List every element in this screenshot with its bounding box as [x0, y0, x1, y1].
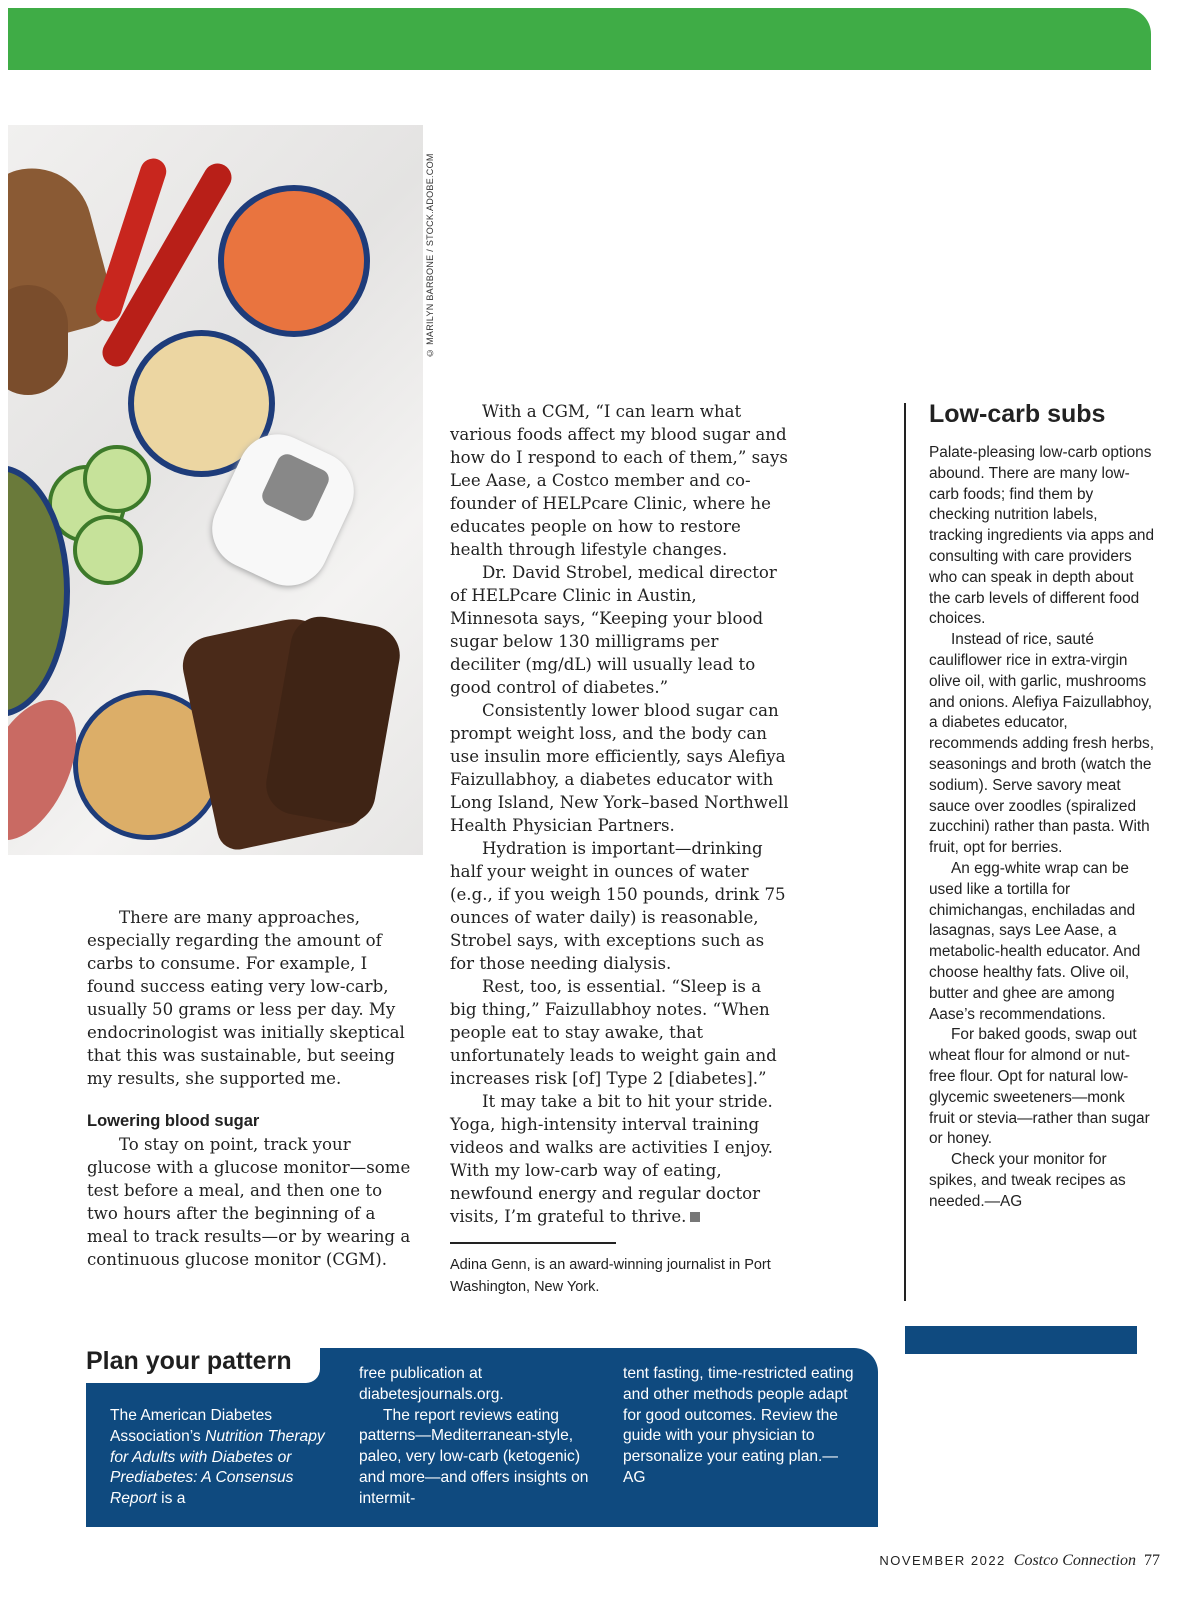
sidebar-blue-bar — [905, 1326, 1137, 1354]
photo-credit: © MARILYN BARBONE / STOCK.ADOBE.COM — [425, 153, 435, 358]
plan-column-1 — [110, 1406, 325, 1510]
paragraph: Rest, too, is essential. “Sleep is a big thing,” Faizullabhoy notes. “When people eat to stay awake, that unfortunately leads to weight gain and increases risk [of] Type 2 [diabetes].” — [450, 977, 777, 1088]
paragraph: tent fasting, time-restricted eating and other methods people adapt for good outcomes. Review the guide with your physician to personalize your eating plan.—AG — [623, 1365, 854, 1486]
end-mark-icon — [690, 1212, 700, 1222]
green-header-bar — [8, 8, 1151, 70]
paragraph: Instead of rice, sauté cauliflower rice in extra-virgin olive oil, with garlic, mushrooms and onions. Alefiya Faizullabhoy, a diabetes educator, recommends adding fresh herbs, seasonings and broth (watch the sodium). Serve savory meat sauce over zoodles (spiralized zucchini) rather than pasta. With fruit, opt for berries. — [929, 631, 1154, 857]
article-middle-column — [450, 400, 790, 1228]
sidebar-low-carb-subs — [929, 400, 1154, 1212]
text: is a — [156, 1490, 186, 1508]
page-number: 77 — [1144, 1552, 1160, 1569]
paragraph: Check your monitor for spikes, and tweak recipes as needed.—AG — [929, 1151, 1126, 1210]
article-left-column — [87, 906, 417, 1271]
cucumber — [83, 445, 151, 513]
paragraph-text: It may take a bit to hit your stride. Yoga, high-intensity interval training videos and walks are activities I enjoy. With my low-carb way of eating, newfound energy and regular doctor visits, I’m grateful to thrive. — [450, 1092, 773, 1226]
plan-column-2 — [359, 1364, 594, 1510]
sidebar-rule — [904, 403, 906, 1301]
bio-divider — [450, 1242, 616, 1244]
issue-date: NOVEMBER 2022 — [879, 1553, 1006, 1568]
paragraph: Palate-pleasing low-carb options abound. There are many low-carb foods; find them by checking nutrition labels, tracking ingredients via apps and consulting with care providers who can speak in depth about the carb levels of different food choices. — [929, 444, 1155, 628]
report-title: Nutrition Therapy for Adults with Diabetes or Prediabetes: A Consensus Report — [110, 1427, 325, 1508]
publication-name: Costco Connection — [1013, 1552, 1136, 1569]
lentil-bowl — [218, 185, 370, 337]
author-bio: Adina Genn, is an award-winning journalist in Port Washington, New York. — [450, 1257, 771, 1295]
paragraph: There are many approaches, especially regarding the amount of carbs to consume. For example, I found success eating very low-carb, usually 50 grams or less per day. My endocrinologist was initially skeptical that this was sustainable, but seeing my results, she supported me. — [87, 908, 405, 1088]
plan-column-3 — [623, 1364, 858, 1489]
paragraph: Hydration is important—drinking half your weight in ounces of water (e.g., if you weigh 150 pounds, drink 75 ounces of water daily) is reasonable, Strobel says, with exceptions such as for those needing dialysis. — [450, 839, 786, 973]
food-photo — [8, 125, 423, 855]
paragraph: For baked goods, swap out wheat flour for almond or nut-free flour. Opt for natural low-glycemic sweeteners—monk fruit or stevia—rather than sugar or honey. — [929, 1026, 1150, 1148]
plan-box-title: Plan your pattern — [86, 1347, 292, 1375]
page-footer — [879, 1552, 1160, 1570]
cucumber — [73, 515, 143, 585]
paragraph: Consistently lower blood sugar can prompt weight loss, and the body can use insulin more efficiently, says Alefiya Faizullabhoy, a diabetes educator with Long Island, New York–based Northwell Health Physician Partners. — [450, 701, 789, 835]
paragraph-last — [450, 1090, 790, 1228]
text: The American Diabetes Association’s — [110, 1407, 273, 1445]
paragraph: With a CGM, “I can learn what various foods affect my blood sugar and how do I respond to each of them,” says Lee Aase, a Costco member and co-founder of HELPcare Clinic, where he educates people on how to restore health through lifestyle changes. — [450, 402, 788, 559]
paragraph: The report reviews eating patterns—Mediterranean-style, paleo, very low-carb (ketogenic) and more—and offers insights on intermit- — [359, 1406, 589, 1507]
subheading: Lowering blood sugar — [87, 1112, 260, 1130]
paragraph: An egg-white wrap can be used like a tortilla for chimichangas, enchiladas and lasagnas, says Lee Aase, a metabolic-health educator. And choose healthy fats. Olive oil, butter and ghee are among Aase’s recommendations. — [929, 859, 1141, 1023]
plan-box-heading-tab — [86, 1343, 320, 1383]
paragraph: Dr. David Strobel, medical director of HELPcare Clinic in Austin, Minnesota says, “Keeping your blood sugar below 130 milligrams per deciliter (mg/dL) will usually lead to good control of diabetes.” — [450, 563, 777, 697]
paragraph: To stay on point, track your glucose with a glucose monitor—some test before a meal, and then one to two hours after the beginning of a meal to track results—or by wearing a continuous glucose monitor (CGM). — [87, 1135, 411, 1269]
bread-slice — [8, 285, 68, 395]
paragraph: free publication at diabetesjournals.org. — [359, 1365, 504, 1403]
sidebar-title: Low-carb subs — [929, 400, 1106, 428]
